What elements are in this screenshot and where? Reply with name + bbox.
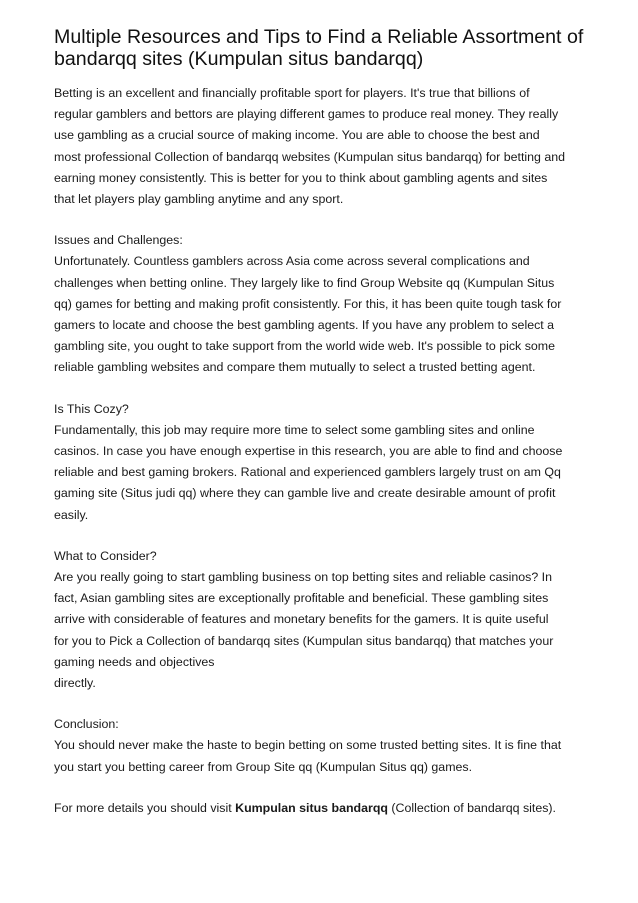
cozy-section: [54, 399, 594, 526]
text-line: most professional Collection of bandarqq websites (Kumpulan situs bandarqq) for betting and: [54, 149, 566, 164]
text-line: Fundamentally, this job may require more time to select some gambling sites and online: [54, 422, 535, 437]
document-title: [54, 26, 594, 70]
title-line: bandarqq sites (Kumpulan situs bandarqq): [54, 48, 424, 70]
text-line: qq) games for betting and making profit consistently. For this, it has been quite tough task for: [54, 296, 562, 311]
text-line: you start you betting career from Group Site qq (Kumpulan Situs qq) games.: [54, 759, 473, 774]
footer-prefix: For more details you should visit: [54, 800, 236, 815]
text-line: gaming needs and objectives: [54, 654, 215, 669]
text-line: reliable gambling websites and compare them mutually to select a trusted betting agent.: [54, 360, 536, 375]
text-line: for you to Pick a Collection of bandarqq sites (Kumpulan situs bandarqq) that matches your: [54, 633, 554, 648]
section-heading: What to Consider?: [54, 548, 157, 563]
text-line: gamers to locate and choose the best gambling agents. If you have any problem to select a: [54, 318, 555, 333]
text-line: gaming site (Situs judi qq) where they can gamble live and create desirable amount of profit: [54, 486, 556, 501]
section-heading: Is This Cozy?: [54, 401, 129, 416]
text-line: earning money consistently. This is better for you to think about gambling agents and sites: [54, 170, 548, 185]
document-page: [54, 26, 594, 819]
text-line: Unfortunately. Countless gamblers across Asia come across several complications and: [54, 254, 530, 269]
text-line: arrive with considerable of features and monetary benefits for the gamers. It is quite useful: [54, 612, 549, 627]
text-line: regular gamblers and bettors are playing different games to produce real money. They really: [54, 107, 559, 122]
issues-section: [54, 230, 594, 378]
text-line: gambling site, you ought to take support from the world wide web. It's possible to pick some: [54, 339, 555, 354]
text-line: that let players play gambling anytime and any sport.: [54, 192, 344, 207]
section-heading: Conclusion:: [54, 717, 119, 732]
text-line: directly.: [54, 676, 96, 691]
text-line: You should never make the haste to begin betting on some trusted betting sites. It is fine that: [54, 738, 562, 753]
footer-link[interactable]: Kumpulan situs bandarqq: [235, 800, 388, 815]
text-line: fact, Asian gambling sites are exceptionally profitable and beneficial. These gambling sites: [54, 591, 549, 606]
text-line: Betting is an excellent and financially profitable sport for players. It's true that billions of: [54, 86, 530, 100]
intro-paragraph: [54, 83, 594, 210]
text-line: challenges when betting online. They largely like to find Group Website qq (Kumpulan Situs: [54, 275, 555, 290]
text-line: casinos. In case you have enough expertise in this research, you are able to find and choose: [54, 444, 563, 459]
footer-suffix: (Collection of bandarqq sites).: [387, 800, 557, 815]
text-line: easily.: [54, 507, 89, 522]
footer-paragraph: [54, 798, 594, 819]
text-line: reliable and best gaming brokers. Rational and experienced gamblers largely trust on am Qq: [54, 465, 561, 480]
section-heading: Issues and Challenges:: [54, 233, 183, 248]
text-line: use gambling as a crucial source of making income. You are able to choose the best and: [54, 128, 540, 143]
text-line: Are you really going to start gambling business on top betting sites and reliable casinos? In: [54, 570, 552, 585]
title-line: Multiple Resources and Tips to Find a Reliable Assortment of: [54, 26, 584, 48]
conclusion-section: [54, 714, 594, 778]
consider-section: [54, 546, 594, 694]
